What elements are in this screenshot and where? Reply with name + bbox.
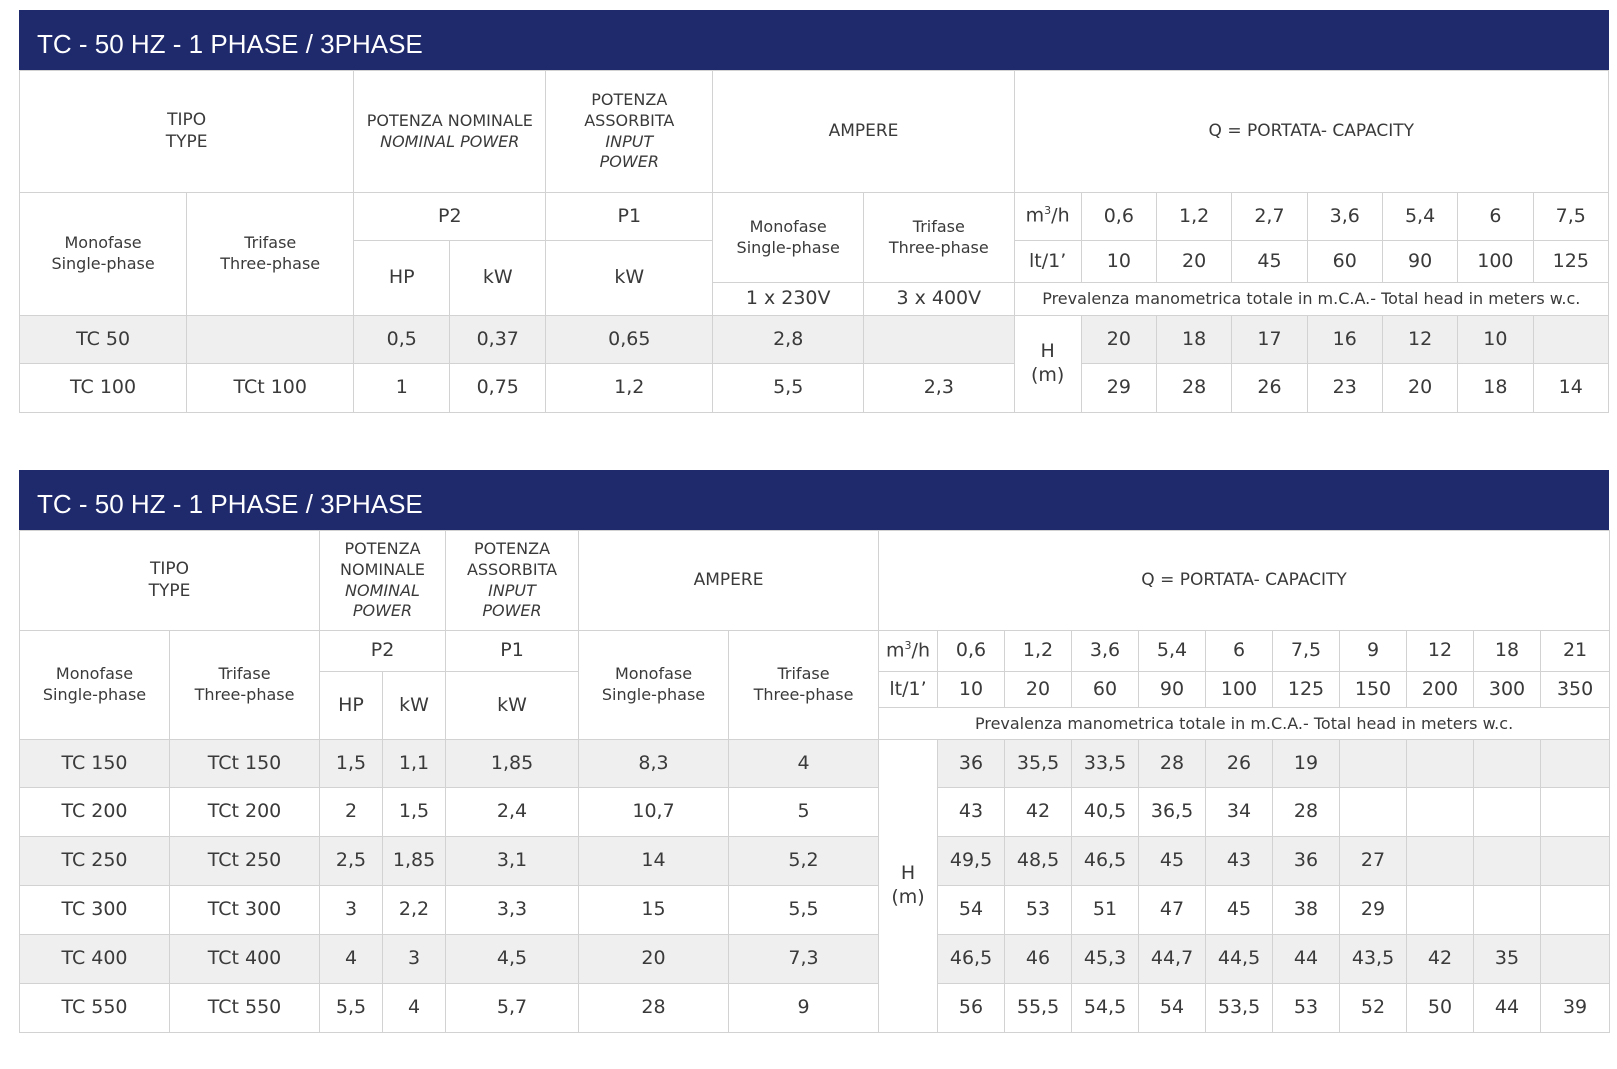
total-head-note: Prevalenza manometrica totale in m.C.A.- Total head in meters w.c. (1014, 283, 1608, 316)
model-mono: TC 200 (20, 788, 170, 837)
input-kw: 2,4 (446, 788, 579, 837)
model-tri: TCt 400 (170, 935, 320, 984)
flow-lt: 100 (1458, 241, 1533, 283)
ampere-mono: 28 (579, 984, 729, 1033)
flow-lt: 20 (1005, 672, 1072, 708)
head-value (1474, 837, 1541, 886)
head-value: 42 (1005, 788, 1072, 837)
flow-m3h: 18 (1474, 631, 1541, 672)
head-value: 55,5 (1005, 984, 1072, 1033)
head-label: H (m) (1014, 316, 1081, 413)
ampere-mono: 14 (579, 837, 729, 886)
head-value: 27 (1340, 837, 1407, 886)
m3h-label: $m^3/h$ (879, 631, 938, 672)
model-tri: TCt 250 (170, 837, 320, 886)
flow-m3h: 21 (1541, 631, 1610, 672)
head-label: H (m) (879, 740, 938, 1033)
ampere-mono: 20 (579, 935, 729, 984)
power-kw: 1,85 (383, 837, 446, 886)
head-value: 10 (1458, 316, 1533, 364)
head-value: 28 (1139, 740, 1206, 788)
head-value: 26 (1232, 364, 1307, 413)
type-header: TIPO TYPE (20, 71, 354, 193)
head-value: 14 (1533, 364, 1608, 413)
head-value: 19 (1273, 740, 1340, 788)
head-value (1474, 740, 1541, 788)
input-kw: 0,65 (546, 316, 713, 364)
ampere-mono: 2,8 (713, 316, 864, 364)
flow-m3h: 6 (1458, 193, 1533, 241)
table-row (20, 364, 1609, 413)
flow-m3h: 0,6 (1081, 193, 1156, 241)
voltage-mono: 1 x 230V (713, 283, 864, 316)
monofase-header: Monofase Single-phase (20, 631, 170, 740)
pump-table-2 (19, 470, 1610, 1033)
head-value: 48,5 (1005, 837, 1072, 886)
head-value: 54,5 (1072, 984, 1139, 1033)
model-tri (187, 316, 354, 364)
head-value: 36,5 (1139, 788, 1206, 837)
nominal-power-header: POTENZA NOMINALE NOMINAL POWER (354, 71, 546, 193)
model-tri: TCt 300 (170, 886, 320, 935)
head-value: 34 (1206, 788, 1273, 837)
head-value: 53 (1005, 886, 1072, 935)
input-power-header: POTENZA ASSORBITA INPUT POWER (546, 71, 713, 193)
flow-m3h: 1,2 (1156, 193, 1231, 241)
ampere-mono: 8,3 (579, 740, 729, 788)
amp-mono-header: Monofase Single-phase (713, 193, 864, 283)
ampere-mono: 5,5 (713, 364, 864, 413)
head-value: 50 (1407, 984, 1474, 1033)
table-row (20, 788, 1610, 837)
head-value: 44 (1474, 984, 1541, 1033)
m3h-label: $m^3/h$ (1014, 193, 1081, 241)
nominal-power-header: POTENZA NOMINALE NOMINAL POWER (320, 531, 446, 631)
head-value (1541, 740, 1610, 788)
ampere-tri (863, 316, 1014, 364)
model-mono: TC 50 (20, 316, 187, 364)
head-value: 36 (1273, 837, 1340, 886)
flow-lt: 125 (1273, 672, 1340, 708)
head-value: 47 (1139, 886, 1206, 935)
amp-tri-header: Trifase Three-phase (863, 193, 1014, 283)
head-value: 20 (1382, 364, 1457, 413)
type-header: TIPO TYPE (20, 531, 320, 631)
power-kw: 0,37 (450, 316, 546, 364)
amp-mono-header: Monofase Single-phase (579, 631, 729, 740)
power-hp: 4 (320, 935, 383, 984)
head-value: 18 (1156, 316, 1231, 364)
trifase-header: Trifase Three-phase (187, 193, 354, 316)
head-value: 43 (938, 788, 1005, 837)
kw-header: kW (383, 672, 446, 740)
head-value: 38 (1273, 886, 1340, 935)
flow-m3h: 7,5 (1273, 631, 1340, 672)
head-value: 17 (1232, 316, 1307, 364)
power-kw: 3 (383, 935, 446, 984)
head-value (1541, 788, 1610, 837)
flow-m3h: 2,7 (1232, 193, 1307, 241)
model-mono: TC 150 (20, 740, 170, 788)
head-value (1407, 837, 1474, 886)
head-value: 56 (938, 984, 1005, 1033)
power-kw: 4 (383, 984, 446, 1033)
model-tri: TCt 550 (170, 984, 320, 1033)
head-value: 45 (1206, 886, 1273, 935)
head-value: 42 (1407, 935, 1474, 984)
head-value: 29 (1340, 886, 1407, 935)
head-value (1474, 788, 1541, 837)
power-kw: 1,5 (383, 788, 446, 837)
ampere-mono: 10,7 (579, 788, 729, 837)
head-value: 23 (1307, 364, 1382, 413)
head-value (1340, 788, 1407, 837)
pump-table-1 (19, 10, 1609, 413)
head-value (1407, 886, 1474, 935)
ampere-header: AMPERE (713, 71, 1014, 193)
model-mono: TC 100 (20, 364, 187, 413)
flow-lt: 300 (1474, 672, 1541, 708)
head-value (1533, 316, 1608, 364)
flow-lt: 150 (1340, 672, 1407, 708)
table-row (20, 837, 1610, 886)
input-kw: 3,3 (446, 886, 579, 935)
head-value: 45 (1139, 837, 1206, 886)
head-value: 51 (1072, 886, 1139, 935)
head-value: 28 (1156, 364, 1231, 413)
head-value: 18 (1458, 364, 1533, 413)
table-row (20, 984, 1610, 1033)
kw-header: kW (446, 672, 579, 740)
p1-header: P1 (546, 193, 713, 241)
voltage-tri: 3 x 400V (863, 283, 1014, 316)
table-title: TC - 50 HZ - 1 PHASE / 3PHASE (19, 470, 1609, 530)
model-mono: TC 400 (20, 935, 170, 984)
flow-lt: 45 (1232, 241, 1307, 283)
lt-label: lt/1’ (1014, 241, 1081, 283)
flow-m3h: 5,4 (1382, 193, 1457, 241)
head-value: 28 (1273, 788, 1340, 837)
flow-lt: 90 (1139, 672, 1206, 708)
model-tri: TCt 100 (187, 364, 354, 413)
table-row (20, 935, 1610, 984)
flow-lt: 20 (1156, 241, 1231, 283)
monofase-header: Monofase Single-phase (20, 193, 187, 316)
head-value (1407, 740, 1474, 788)
power-hp: 2,5 (320, 837, 383, 886)
lt-label: lt/1’ (879, 672, 938, 708)
kw-header: kW (450, 241, 546, 316)
power-kw: 0,75 (450, 364, 546, 413)
input-power-header: POTENZA ASSORBITA INPUT POWER (446, 531, 579, 631)
flow-m3h: 3,6 (1072, 631, 1139, 672)
head-value (1541, 935, 1610, 984)
head-value (1541, 837, 1610, 886)
ampere-header: AMPERE (579, 531, 879, 631)
head-value: 16 (1307, 316, 1382, 364)
flow-m3h: 5,4 (1139, 631, 1206, 672)
head-value: 52 (1340, 984, 1407, 1033)
head-value: 46,5 (938, 935, 1005, 984)
spec-grid (19, 530, 1610, 1033)
power-hp: 5,5 (320, 984, 383, 1033)
power-hp: 1,5 (320, 740, 383, 788)
input-kw: 5,7 (446, 984, 579, 1033)
flow-lt: 60 (1072, 672, 1139, 708)
ampere-tri: 4 (729, 740, 879, 788)
head-value: 36 (938, 740, 1005, 788)
head-value (1340, 740, 1407, 788)
p2-header: P2 (354, 193, 546, 241)
flow-lt: 10 (938, 672, 1005, 708)
power-hp: 1 (354, 364, 450, 413)
input-kw: 1,2 (546, 364, 713, 413)
ampere-tri: 5,2 (729, 837, 879, 886)
table-row (20, 316, 1609, 364)
flow-lt: 350 (1541, 672, 1610, 708)
flow-lt: 90 (1382, 241, 1457, 283)
model-mono: TC 250 (20, 837, 170, 886)
power-hp: 0,5 (354, 316, 450, 364)
flow-lt: 200 (1407, 672, 1474, 708)
flow-m3h: 1,2 (1005, 631, 1072, 672)
head-value: 46,5 (1072, 837, 1139, 886)
ampere-mono: 15 (579, 886, 729, 935)
ampere-tri: 5,5 (729, 886, 879, 935)
hp-header: HP (354, 241, 450, 316)
head-value: 54 (938, 886, 1005, 935)
head-value: 43,5 (1340, 935, 1407, 984)
power-kw: 1,1 (383, 740, 446, 788)
head-value: 53,5 (1206, 984, 1273, 1033)
head-value: 44,7 (1139, 935, 1206, 984)
p2-header: P2 (320, 631, 446, 672)
head-value (1407, 788, 1474, 837)
head-value: 35,5 (1005, 740, 1072, 788)
head-value: 49,5 (938, 837, 1005, 886)
power-kw: 2,2 (383, 886, 446, 935)
head-value: 20 (1081, 316, 1156, 364)
capacity-header: Q = PORTATA- CAPACITY (1014, 71, 1608, 193)
model-tri: TCt 150 (170, 740, 320, 788)
ampere-tri: 9 (729, 984, 879, 1033)
model-mono: TC 300 (20, 886, 170, 935)
head-value: 43 (1206, 837, 1273, 886)
head-value: 29 (1081, 364, 1156, 413)
hp-header: HP (320, 672, 383, 740)
input-kw: 1,85 (446, 740, 579, 788)
head-value: 39 (1541, 984, 1610, 1033)
head-value: 44,5 (1206, 935, 1273, 984)
amp-tri-header: Trifase Three-phase (729, 631, 879, 740)
table-row (20, 740, 1610, 788)
flow-m3h: 12 (1407, 631, 1474, 672)
ampere-tri: 7,3 (729, 935, 879, 984)
head-value: 26 (1206, 740, 1273, 788)
head-value: 35 (1474, 935, 1541, 984)
flow-m3h: 6 (1206, 631, 1273, 672)
power-hp: 3 (320, 886, 383, 935)
trifase-header: Trifase Three-phase (170, 631, 320, 740)
flow-m3h: 3,6 (1307, 193, 1382, 241)
head-value: 44 (1273, 935, 1340, 984)
flow-m3h: 9 (1340, 631, 1407, 672)
flow-lt: 125 (1533, 241, 1608, 283)
model-tri: TCt 200 (170, 788, 320, 837)
input-kw: 4,5 (446, 935, 579, 984)
table-title: TC - 50 HZ - 1 PHASE / 3PHASE (19, 10, 1609, 70)
head-value: 54 (1139, 984, 1206, 1033)
head-value (1541, 886, 1610, 935)
flow-lt: 100 (1206, 672, 1273, 708)
head-value: 45,3 (1072, 935, 1139, 984)
total-head-note: Prevalenza manometrica totale in m.C.A.- Total head in meters w.c. (879, 708, 1610, 740)
model-mono: TC 550 (20, 984, 170, 1033)
input-kw: 3,1 (446, 837, 579, 886)
ampere-tri: 2,3 (863, 364, 1014, 413)
head-value: 53 (1273, 984, 1340, 1033)
head-value: 40,5 (1072, 788, 1139, 837)
power-hp: 2 (320, 788, 383, 837)
head-value: 33,5 (1072, 740, 1139, 788)
ampere-tri: 5 (729, 788, 879, 837)
flow-lt: 10 (1081, 241, 1156, 283)
capacity-header: Q = PORTATA- CAPACITY (879, 531, 1610, 631)
flow-m3h: 7,5 (1533, 193, 1608, 241)
flow-lt: 60 (1307, 241, 1382, 283)
head-value (1474, 886, 1541, 935)
head-value: 46 (1005, 935, 1072, 984)
flow-m3h: 0,6 (938, 631, 1005, 672)
p1-header: P1 (446, 631, 579, 672)
head-value: 12 (1382, 316, 1457, 364)
spec-grid (19, 70, 1609, 413)
table-row (20, 886, 1610, 935)
kw-header: kW (546, 241, 713, 316)
